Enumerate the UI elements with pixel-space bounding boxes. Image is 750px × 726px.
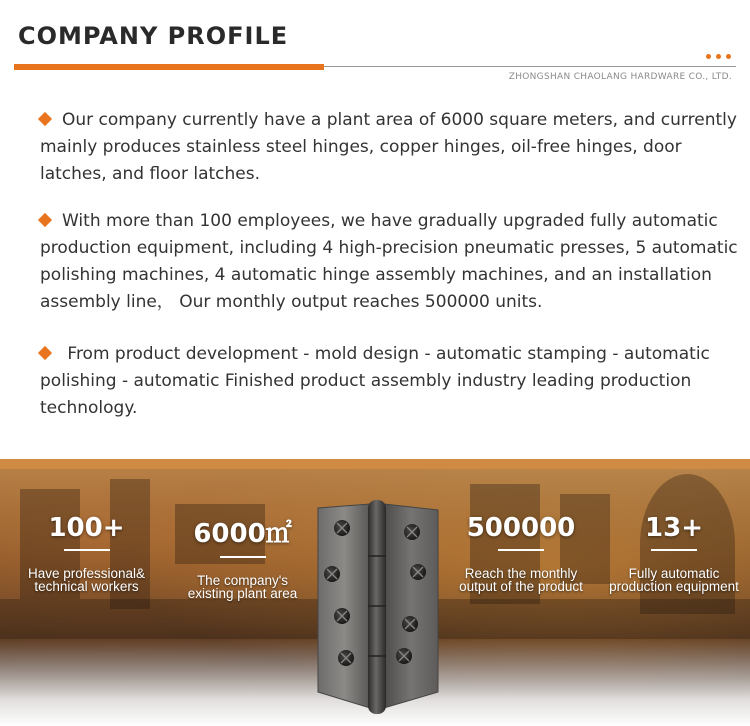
stat-equipment (600, 513, 748, 593)
accent-bar (14, 64, 324, 70)
stat-label (170, 574, 315, 600)
stat-label-line: Fully automatic (628, 566, 720, 581)
paragraph-text: From product development - mold design - automatic stamping - automatic polishing - automatic Finished product assembly industry leading production technology. (40, 344, 710, 418)
header (0, 0, 750, 90)
profile-paragraph-2 (40, 208, 740, 316)
stat-label-line: technical workers (34, 579, 139, 594)
diamond-bullet-icon (38, 346, 52, 360)
stat-underline (64, 549, 110, 551)
stat-value: 500000 (466, 513, 576, 543)
stat-label (14, 567, 159, 593)
paragraph-text: Our company currently have a plant area of 6000 square meters, and currently mainly produces stainless steel hinges, copper hinges, oil-free hinges, door latches, and floor latches. (40, 110, 737, 184)
stat-value: 13+ (645, 513, 703, 543)
banner-top-strip (0, 459, 750, 469)
stat-underline (651, 549, 697, 551)
stat-underline (498, 549, 544, 551)
stat-workers (14, 513, 159, 593)
decorative-dots (706, 54, 731, 59)
stat-label-line: existing plant area (187, 586, 298, 601)
stat-label (600, 567, 748, 593)
diamond-bullet-icon (38, 112, 52, 126)
profile-paragraph-1 (40, 107, 740, 188)
stat-value: 100+ (48, 513, 125, 543)
profile-paragraph-3 (40, 341, 740, 422)
stat-value: 6000㎡ (193, 519, 292, 549)
stat-label-line: output of the product (459, 579, 583, 594)
paragraph-text: With more than 100 employees, we have gradually upgraded fully automatic production equipment, including 4 high-precision pneumatic presses, 5 automatic polishing machines, 4 automatic hinge assembly machines, and an installation assembly line， Our monthly output reaches 500000 units. (40, 211, 738, 312)
page-title: COMPANY PROFILE (18, 22, 289, 50)
stat-plant-area (170, 513, 315, 600)
stat-label-line: The company's (196, 573, 289, 588)
stat-monthly-output (446, 513, 596, 593)
stat-underline (220, 556, 266, 558)
stat-label-line: Reach the monthly (464, 566, 578, 581)
company-name: ZHONGSHAN CHAOLANG HARDWARE CO., LTD. (508, 72, 732, 82)
stat-label-line: Have professional& (27, 566, 146, 581)
hinge-icon (312, 496, 442, 716)
diamond-bullet-icon (38, 213, 52, 227)
stat-label (446, 567, 596, 593)
door-hinge-image (312, 496, 442, 716)
stat-label-line: production equipment (609, 579, 739, 594)
